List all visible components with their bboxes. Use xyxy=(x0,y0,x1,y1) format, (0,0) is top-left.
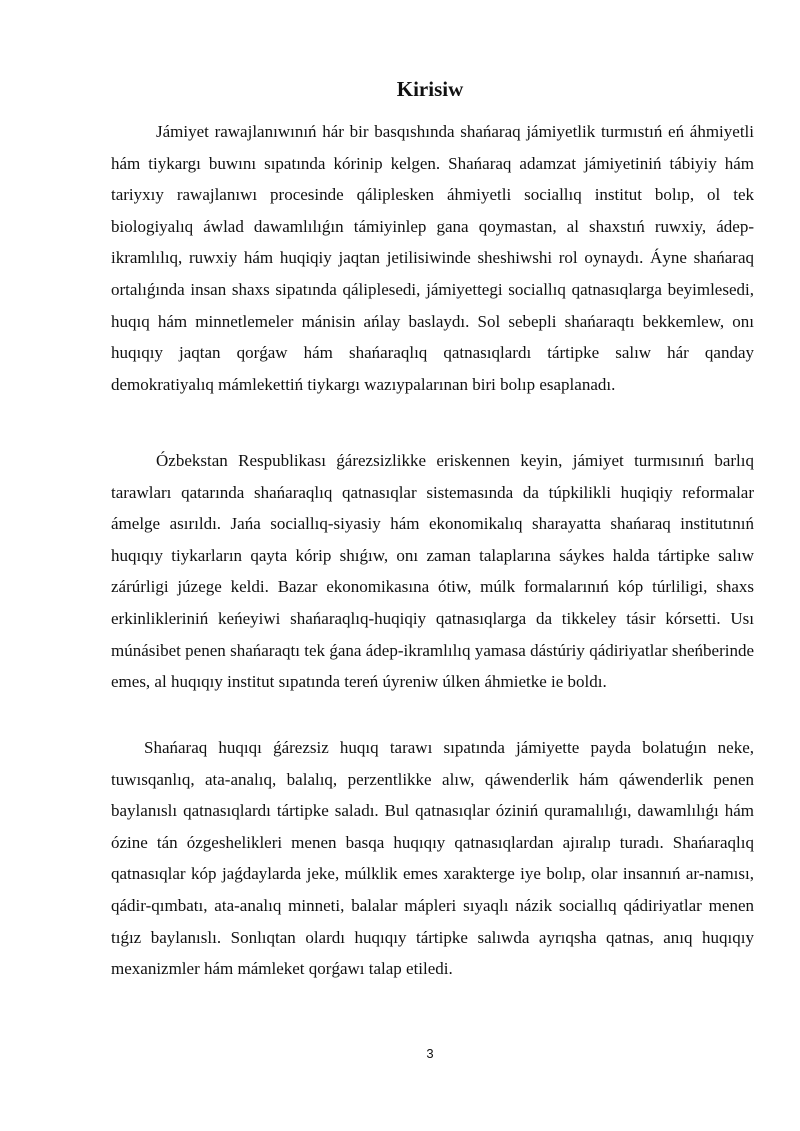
page-number: 3 xyxy=(426,1046,434,1061)
body-paragraph: Ózbekstan Respublikası ǵárezsizlikke eriskennen keyin, jámiyet turmısınıń barlıq tarawları qatarında shańaraqlıq qatnasıqlar sistemasında da túpkilikli huqiqiy reformalar ámelge asırıldı. Jańa sociallıq-siyasiy hám ekonomikalıq sharayatta shańaraq institutınıń huqıqıy tiykarların qayta kórip shıǵıw, onı zaman talaplarına sáykes halda tártipke salıw zárúrligi júzege keldi. Bazar ekonomikasına ótiw, múlk formalarınıń kóp túrliligi, shaxs erkinlikleriniń keńeyiwi shańaraqlıq-huqiqiy qatnasıqlarga da tikkeley tásir kórsetti. Usı múnásibet penen shańaraqtı tek ǵana ádep-ikramlılıq yamasa dástúriy qádiriyatlar sheńberinde emes, al huqıqıy institut sıpatında tereń úyreniw úlken áhmietke ie boldı. xyxy=(111,451,754,692)
page-title: Kirisiw xyxy=(396,77,464,101)
body-paragraph: Jámiyet rawajlanıwınıń hár bir basqıshında shańaraq jámiyetlik turmıstıń eń áhmiyetli hám tiykargı buwını sıpatında kórinip kelgen. Shańaraq adamzat jámiyetiniń tábiyiy hám tariyxıy rawajlanıwı procesinde qáliplesken áhmiyetli sociallıq institut bolıp, ol tek biologiyalıq áwlad dawamlılıǵın támiyinlep gana qoymastan, al shaxstıń ruwxiy, ádep-ikramlılıq, ruwxiy hám huqiqiy jaqtan jetilisiwinde sheshiwshi rol oynaydı. Áyne shańaraq ortalıǵında insan shaxs sipatında qáliplesedi, jámiyettegi sociallıq qatnasıqlarga beyimlesedi, huqıq hám minnetlemeler mánisin ańlay baslaydı. Sol sebepli shańaraqtı bekkemlew, onı huqıqıy jaqtan qorǵaw hám shańaraqlıq qatnasıqlardı tártipke salıw hár qanday demokratiyalıq mámlekettiń tiykargı wazıypalarınan biri bolıp esaplanadı. xyxy=(111,122,754,394)
body-paragraph: Shańaraq huqıqı ǵárezsiz huqıq tarawı sıpatında jámiyette payda bolatuǵın neke, tuwısqanlıq, ata-analıq, balalıq, perzentlikke alıw, qáwenderlik hám qáwenderlik penen baylanıslı qatnasıqlardı tártipke saladı. Bul qatnasıqlar óziniń quramalılıǵı, dawamlılıǵı hám ózine tán ózgeshelikleri menen basqa huqıqıy qatnasıqlardan ajıralıp turadı. Shańaraqlıq qatnasıqlar kóp jaǵdaylarda jeke, múlklik emes xarakterge iye bolıp, olar insannıń ar-namısı, qádir-qımbatı, ata-analıq minneti, balalar mápleri sıyaqlı názik sociallıq qádiriyatlar menen tıǵız baylanıslı. Sonlıqtan olardı huqıqıy tártipke salıwda ayrıqsha qatnas, anıq huqıqıy mexanizmler hám mámleket qorǵawı talap etiledi. xyxy=(111,738,754,979)
